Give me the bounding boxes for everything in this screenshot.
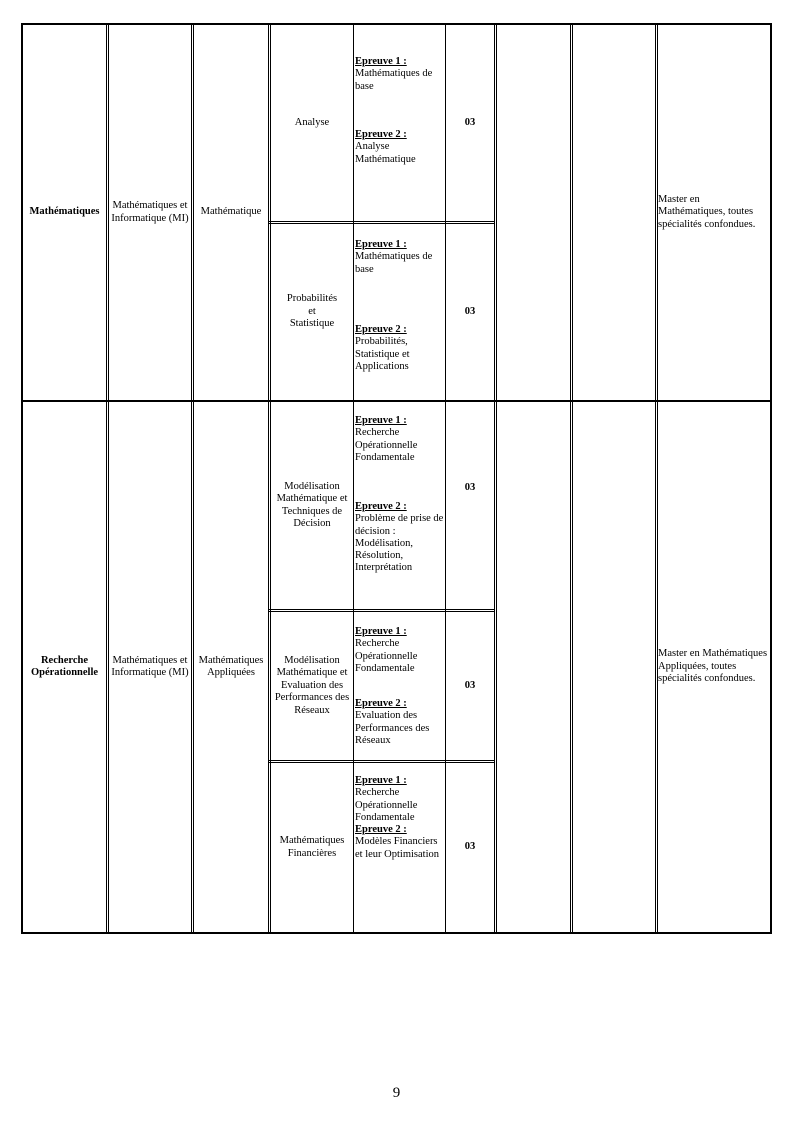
- access-text: Master en Mathématiques, toutes spécialités confondues.: [658, 193, 756, 230]
- sub-speciality-name: Analyse: [294, 116, 330, 128]
- sub-speciality-name: Modélisation Mathématique et Techniques de Décision: [276, 480, 348, 529]
- column-line: [570, 23, 571, 934]
- column-line: [494, 23, 495, 934]
- speciality-cell: [194, 25, 268, 400]
- epreuve-2-text: Evaluation des Performances des Réseaux: [355, 710, 430, 746]
- table-border: [770, 23, 772, 934]
- epreuve-1-text: Recherche Opérationnelle Fondamentale: [355, 427, 418, 463]
- epreuve-2-block: [355, 129, 447, 166]
- epreuve-2-text: Analyse Mathématique: [355, 141, 416, 165]
- subrow-divider: [269, 760, 495, 761]
- epreuve-1-block: [355, 626, 447, 675]
- duration-value: 03: [464, 305, 476, 317]
- epreuve-2-text: Probabilités, Statistique et Applications: [355, 336, 410, 372]
- epreuve-1-label: Epreuve 1 :: [355, 626, 407, 637]
- column-line: [353, 23, 354, 934]
- epreuve-1-block: [355, 239, 447, 276]
- domain-name: Mathématiques: [29, 206, 100, 218]
- epreuve-2-label: Epreuve 2 :: [355, 698, 407, 709]
- epreuve-1-text: Recherche Opérationnelle Fondamentale: [355, 787, 418, 823]
- duration-value: 03: [464, 481, 476, 493]
- column-line: [655, 23, 656, 934]
- epreuve-1-block: [355, 775, 447, 824]
- epreuve-2-text: Modèles Financiers et leur Optimisation: [355, 836, 439, 860]
- filiere-cell: [109, 402, 191, 932]
- domain-name: Recherche Opérationnelle: [30, 654, 99, 678]
- access-text: Master en Mathématiques Appliquées, toutes spécialités confondues.: [658, 648, 768, 685]
- sub-speciality-cell: [271, 224, 353, 400]
- duration-cell: [446, 25, 494, 221]
- speciality-name: Mathématiques Appliquées: [198, 654, 264, 678]
- column-line: [106, 23, 107, 934]
- subrow-divider: [269, 609, 495, 610]
- epreuve-1-label: Epreuve 1 :: [355, 775, 407, 786]
- duration-cell: [446, 402, 494, 574]
- epreuve-1-block: [355, 56, 447, 93]
- epreuve-2-label: Epreuve 2 :: [355, 129, 407, 140]
- epreuve-2-block: [355, 698, 447, 747]
- duration-cell: [446, 612, 494, 760]
- column-line: [572, 23, 573, 934]
- sub-speciality-cell: [271, 25, 353, 221]
- epreuve-1-label: Epreuve 1 :: [355, 56, 407, 67]
- epreuve-2-label: Epreuve 2 :: [355, 501, 407, 512]
- domain-cell: [23, 25, 106, 400]
- epreuve-1-text: Recherche Opérationnelle Fondamentale: [355, 638, 418, 674]
- sub-speciality-cell: [271, 763, 353, 932]
- page-number: 9: [392, 1085, 401, 1101]
- column-line: [268, 23, 269, 934]
- duration-value: 03: [464, 679, 476, 691]
- duration-cell: [446, 763, 494, 932]
- duration-value: 03: [464, 841, 476, 853]
- duration-value: 03: [464, 116, 476, 128]
- epreuve-2-block: [355, 324, 447, 373]
- speciality-cell: [194, 402, 268, 932]
- filiere-cell: [109, 25, 191, 400]
- epreuve-2-label: Epreuve 2 :: [355, 324, 407, 335]
- epreuve-1-text: Mathématiques de base: [355, 251, 433, 275]
- filiere-name: Mathématiques et Informatique (MI): [111, 654, 189, 678]
- sub-speciality-cell: [271, 402, 353, 609]
- sub-speciality-name: Probabilités et Statistique: [286, 293, 338, 330]
- epreuve-1-text: Mathématiques de base: [355, 68, 433, 92]
- table-border: [21, 932, 772, 934]
- column-line: [496, 23, 497, 934]
- epreuve-2-label: Epreuve 2 :: [355, 824, 407, 835]
- duration-cell: [446, 224, 494, 400]
- access-cell: [658, 402, 770, 932]
- speciality-name: Mathématique: [200, 206, 262, 218]
- sub-speciality-name: Modélisation Mathématique et Evaluation des Performances des Réseaux: [274, 654, 350, 716]
- access-cell: [658, 25, 770, 400]
- epreuve-2-block: [355, 824, 447, 861]
- domain-cell: [23, 402, 106, 932]
- sub-speciality-cell: [271, 612, 353, 760]
- epreuve-1-label: Epreuve 1 :: [355, 239, 407, 250]
- sub-speciality-name: Mathématiques Financières: [279, 835, 345, 859]
- subrow-divider: [269, 221, 495, 222]
- epreuve-1-block: [355, 415, 447, 464]
- epreuve-1-label: Epreuve 1 :: [355, 415, 407, 426]
- epreuve-2-block: [355, 501, 447, 575]
- epreuve-2-text: Problème de prise de décision : Modélisation, Résolution, Interprétation: [355, 513, 444, 574]
- filiere-name: Mathématiques et Informatique (MI): [111, 200, 189, 224]
- column-line: [191, 23, 192, 934]
